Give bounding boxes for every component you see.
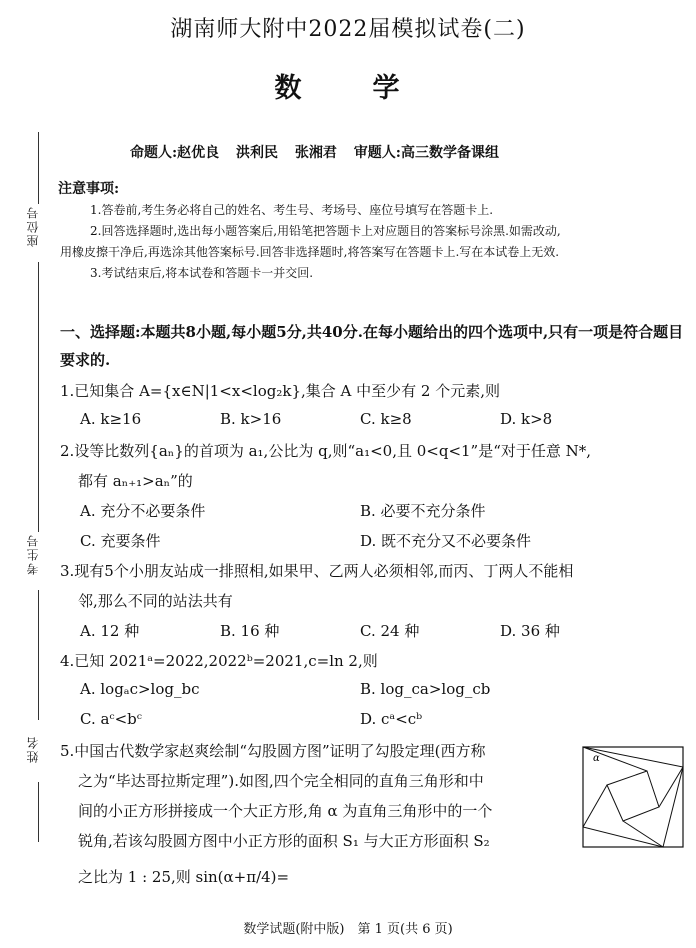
pythagorean-square-figure — [580, 744, 686, 850]
q1-option-d: D. k>8 — [500, 410, 553, 428]
page-footer: 数学试题(附中版) 第 1 页(共 6 页) — [243, 922, 453, 937]
note-line-3: 用橡皮擦干净后,再选涂其他答案标号.回答非选择题时,将答案写在答题卡上.写在本试卷上无效. — [60, 245, 560, 259]
q3-option-d: D. 36 种 — [500, 622, 560, 640]
question-5-line-3: 间的小正方形拼接成一个大正方形,角 α 为直角三角形中的一个 — [78, 802, 493, 820]
question-5-line-1: 5.中国古代数学家赵爽绘制“勾股圆方图”证明了勾股定理(西方称 — [60, 742, 486, 760]
q4-option-c: C. aᶜ<bᶜ — [80, 710, 142, 728]
q3-option-c: C. 24 种 — [360, 622, 420, 640]
exam-title: 湖南师大附中2022届模拟试卷(二) — [170, 17, 526, 42]
question-5-line-4: 锐角,若该勾股圆方图中小正方形的面积 S₁ 与大正方形面积 S₂ — [78, 832, 490, 850]
inner-square — [607, 771, 659, 821]
question-3-line-1: 3.现有5个小朋友站成一排照相,如果甲、乙两人必须相邻,而丙、丁两人不能相 — [60, 562, 574, 580]
q4-option-b: B. log_ca>log_cb — [360, 680, 491, 698]
question-5-line-5: 之比为 1 : 25,则 sin(α+π/4)= — [78, 868, 290, 886]
alpha-label: α — [593, 753, 600, 764]
author-1: 命题人:赵优良 — [130, 145, 220, 161]
q2-option-d: D. 既不充分又不必要条件 — [360, 532, 532, 550]
binding-line-4 — [38, 782, 39, 842]
authors-line — [130, 142, 511, 162]
note-line-2: 2.回答选择题时,选出每小题答案后,用铅笔把答题卡上对应题目的答案标号涂黑.如需改动, — [90, 224, 561, 238]
question-5-line-2: 之为“毕达哥拉斯定理”).如图,四个完全相同的直角三角形和中 — [78, 772, 484, 790]
q2-option-a: A. 充分不必要条件 — [80, 502, 206, 520]
note-line-4: 3.考试结束后,将本试卷和答题卡一并交回. — [90, 266, 314, 280]
note-line-1: 1.答卷前,考生务必将自己的姓名、考生号、考场号、座位号填写在答题卡上. — [90, 203, 494, 217]
reviewer: 审题人:高三数学备课组 — [353, 145, 499, 161]
notes-heading: 注意事项: — [58, 181, 120, 197]
q1-option-c: C. k≥8 — [360, 410, 412, 428]
question-2-line-2: 都有 aₙ₊₁>aₙ”的 — [78, 472, 193, 490]
binding-line-1 — [38, 132, 39, 204]
q4-option-d: D. cᵃ<cᵇ — [360, 710, 423, 728]
name-label: 姓名 — [26, 735, 40, 763]
seat-number-label: 座位号 — [26, 205, 40, 247]
q3-option-b: B. 16 种 — [220, 622, 280, 640]
question-3-line-2: 邻,那么不同的站法共有 — [78, 592, 233, 610]
binding-line-3 — [38, 590, 39, 720]
candidate-number-label: 考生号 — [26, 533, 40, 575]
question-4-stem: 4.已知 2021ᵃ=2022,2022ᵇ=2021,c=ln 2,则 — [60, 652, 378, 670]
q4-option-a: A. logₐc>log_bc — [80, 680, 200, 698]
subject-title: 数 学 — [274, 73, 422, 104]
question-2-line-1: 2.设等比数列{aₙ}的首项为 a₁,公比为 q,则“a₁<0,且 0<q<1”是“对于任意 N*, — [60, 442, 592, 460]
author-2: 洪利民 — [236, 145, 279, 161]
binding-line-2 — [38, 262, 39, 532]
question-1-stem: 1.已知集合 A={x∈N|1<x<log₂k},集合 A 中至少有 2 个元素,则 — [60, 382, 500, 400]
q1-option-b: B. k>16 — [220, 410, 282, 428]
q3-option-a: A. 12 种 — [80, 622, 140, 640]
q2-option-b: B. 必要不充分条件 — [360, 502, 486, 520]
q2-option-c: C. 充要条件 — [80, 532, 161, 550]
author-3: 张湘君 — [294, 145, 337, 161]
section-1-heading: 一、选择题:本题共8小题,每小题5分,共40分.在每小题给出的四个选项中,只有一项是符合题目要求的. — [60, 323, 684, 369]
q1-option-a: A. k≥16 — [80, 410, 142, 428]
